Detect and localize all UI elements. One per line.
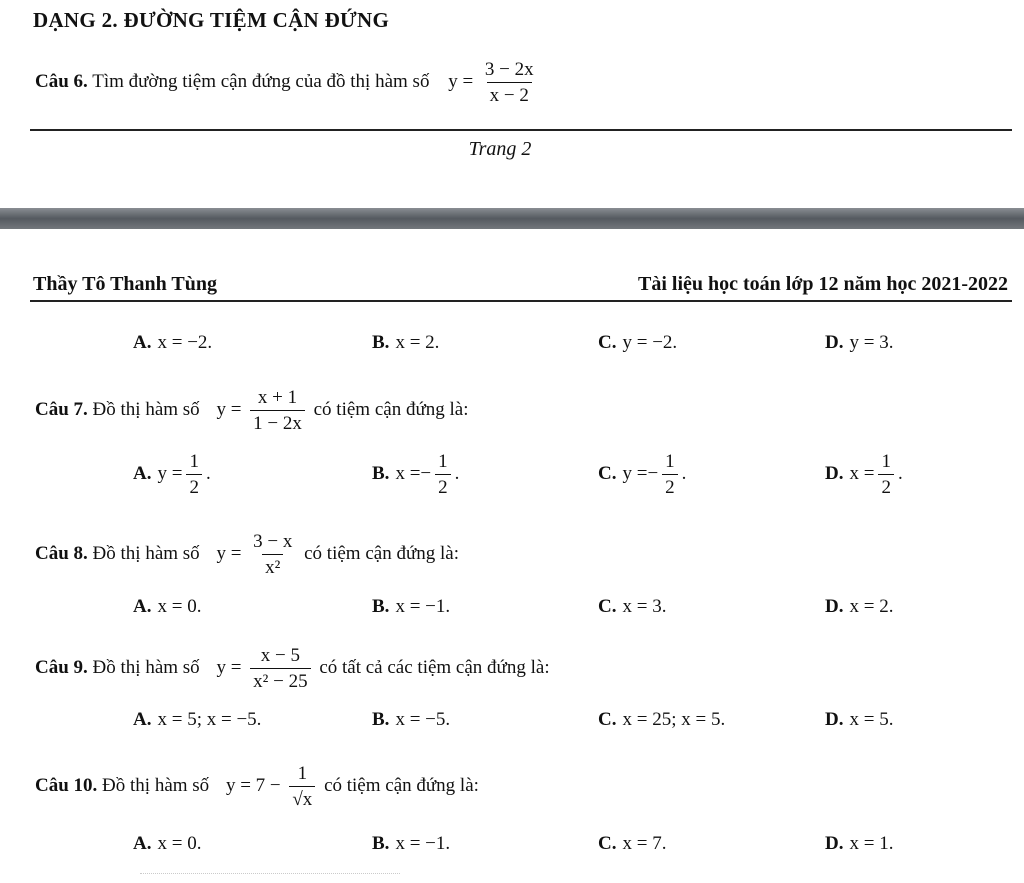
q10-option-c[interactable]: [598, 833, 666, 855]
q9-option-b[interactable]: [372, 709, 450, 731]
question-7-lhs: y =: [216, 398, 242, 420]
question-7-text: Đồ thị hàm số: [92, 398, 200, 420]
option-lhs: x =: [395, 462, 421, 484]
option-letter: C.: [598, 709, 617, 730]
option-period: .: [681, 462, 687, 484]
option-value: x = 5; x = −5.: [157, 709, 262, 730]
q8-option-d[interactable]: [825, 596, 893, 618]
q10-option-b[interactable]: [372, 833, 450, 855]
cut-off-text-fragment: [140, 873, 400, 880]
option-lhs: x =: [849, 462, 875, 484]
page-gap-divider: [0, 208, 1024, 229]
question-9: [35, 646, 550, 691]
header-rule: [30, 300, 1012, 302]
option-value: y = −2.: [622, 332, 678, 353]
section-title: DẠNG 2. ĐƯỜNG TIỆM CẬN ĐỨNG: [33, 8, 390, 32]
question-8-lhs: y =: [216, 542, 242, 564]
q7-option-b[interactable]: [372, 452, 459, 497]
q8-option-b[interactable]: [372, 596, 450, 618]
q7-option-c[interactable]: [598, 452, 686, 497]
option-lhs: y =: [622, 462, 648, 484]
option-value: x = 0.: [157, 596, 202, 617]
option-period: .: [454, 462, 460, 484]
option-letter: B.: [372, 332, 390, 353]
q9-option-c[interactable]: [598, 709, 725, 731]
question-6-fraction: [482, 60, 537, 105]
q7-option-a[interactable]: [133, 452, 211, 497]
question-6-text: Tìm đường tiệm cận đứng của đồ thị hàm số: [92, 70, 430, 92]
option-value: x = 2.: [395, 332, 440, 353]
question-10-numerator: 1: [297, 763, 308, 784]
option-numerator: 1: [881, 451, 891, 472]
question-10-label: Câu 10.: [35, 774, 98, 796]
option-denominator: 2: [435, 474, 451, 497]
option-value: y = 3.: [849, 332, 894, 353]
q10-option-d[interactable]: [825, 833, 893, 855]
question-10-fraction: [289, 764, 315, 809]
q6-option-d[interactable]: [825, 332, 893, 354]
page-footer-rule: [30, 129, 1012, 131]
question-6-label: Câu 6.: [35, 70, 88, 92]
option-letter: D.: [825, 709, 844, 730]
option-value: x = 25; x = 5.: [622, 709, 726, 730]
option-denominator: 2: [186, 474, 202, 497]
option-letter: B.: [372, 596, 390, 617]
option-fraction: [878, 452, 894, 497]
question-10: [35, 764, 479, 809]
question-9-label: Câu 9.: [35, 656, 88, 678]
option-sign: −: [420, 462, 432, 484]
question-7-denominator: 1 − 2x: [250, 410, 305, 433]
option-period: .: [897, 462, 903, 484]
option-value: x = −1.: [395, 596, 451, 617]
option-letter: C.: [598, 596, 617, 617]
option-value: x = 5.: [849, 709, 894, 730]
question-7-fraction: [250, 388, 305, 433]
header-author: Thầy Tô Thanh Tùng: [33, 273, 218, 295]
q6-option-c[interactable]: [598, 332, 677, 354]
option-denominator: 2: [662, 474, 678, 497]
question-8-label: Câu 8.: [35, 542, 88, 564]
option-letter: D.: [825, 596, 844, 617]
option-value: x = −1.: [395, 833, 451, 854]
option-letter: B.: [372, 833, 390, 854]
question-7-label: Câu 7.: [35, 398, 88, 420]
question-9-numerator: x − 5: [260, 645, 300, 666]
option-numerator: 1: [665, 451, 675, 472]
question-8: [35, 532, 459, 577]
q6-option-a[interactable]: [133, 332, 212, 354]
option-letter: A.: [133, 709, 152, 730]
option-fraction: [186, 452, 202, 497]
option-letter: A.: [133, 833, 152, 854]
option-value: x = −5.: [395, 709, 451, 730]
question-8-fraction: [250, 532, 295, 577]
q8-option-c[interactable]: [598, 596, 666, 618]
option-letter: B.: [372, 462, 390, 484]
question-7: [35, 388, 468, 433]
q9-option-a[interactable]: [133, 709, 261, 731]
q6-option-b[interactable]: [372, 332, 439, 354]
option-period: .: [205, 462, 211, 484]
option-value: x = −2.: [157, 332, 213, 353]
option-letter: A.: [133, 596, 152, 617]
option-value: x = 7.: [622, 833, 667, 854]
question-10-lhs: y = 7 −: [225, 774, 281, 796]
option-value: x = 1.: [849, 833, 894, 854]
option-lhs: y =: [157, 462, 183, 484]
option-fraction: [662, 452, 678, 497]
option-sign: −: [647, 462, 659, 484]
option-numerator: 1: [438, 451, 448, 472]
option-letter: C.: [598, 332, 617, 353]
q10-option-a[interactable]: [133, 833, 201, 855]
question-8-suffix: có tiệm cận đứng là:: [304, 542, 459, 564]
question-10-denominator: √x: [289, 786, 315, 809]
option-letter: D.: [825, 332, 844, 353]
question-6: [35, 60, 541, 105]
question-8-text: Đồ thị hàm số: [92, 542, 200, 564]
question-10-suffix: có tiệm cận đứng là:: [324, 774, 479, 796]
header-title: Tài liệu học toán lớp 12 năm học 2021-2022: [638, 273, 1008, 295]
q7-option-d[interactable]: [825, 452, 903, 497]
option-letter: C.: [598, 833, 617, 854]
question-6-lhs: y =: [448, 70, 474, 92]
option-letter: D.: [825, 833, 844, 854]
q8-option-a[interactable]: [133, 596, 201, 618]
option-letter: A.: [133, 462, 152, 484]
page-number: Trang 2: [468, 138, 532, 160]
question-9-fraction: [250, 646, 310, 691]
option-letter: C.: [598, 462, 617, 484]
option-fraction: [435, 452, 451, 497]
question-6-numerator: 3 − 2x: [484, 59, 534, 80]
option-letter: D.: [825, 462, 844, 484]
question-9-lhs: y =: [216, 656, 242, 678]
option-value: x = 3.: [622, 596, 667, 617]
question-7-suffix: có tiệm cận đứng là:: [313, 398, 469, 420]
question-6-denominator: x − 2: [487, 82, 532, 105]
question-9-text: Đồ thị hàm số: [92, 656, 200, 678]
option-letter: A.: [133, 332, 152, 353]
option-numerator: 1: [189, 451, 199, 472]
question-8-numerator: 3 − x: [253, 531, 293, 552]
question-8-denominator: x²: [262, 554, 283, 577]
option-value: x = 0.: [157, 833, 202, 854]
option-denominator: 2: [878, 474, 894, 497]
question-10-text: Đồ thị hàm số: [102, 774, 210, 796]
option-value: x = 2.: [849, 596, 894, 617]
question-7-numerator: x + 1: [257, 387, 298, 408]
question-9-denominator: x² − 25: [250, 668, 310, 691]
option-letter: B.: [372, 709, 390, 730]
question-9-suffix: có tất cả các tiệm cận đứng là:: [319, 656, 550, 678]
q9-option-d[interactable]: [825, 709, 893, 731]
